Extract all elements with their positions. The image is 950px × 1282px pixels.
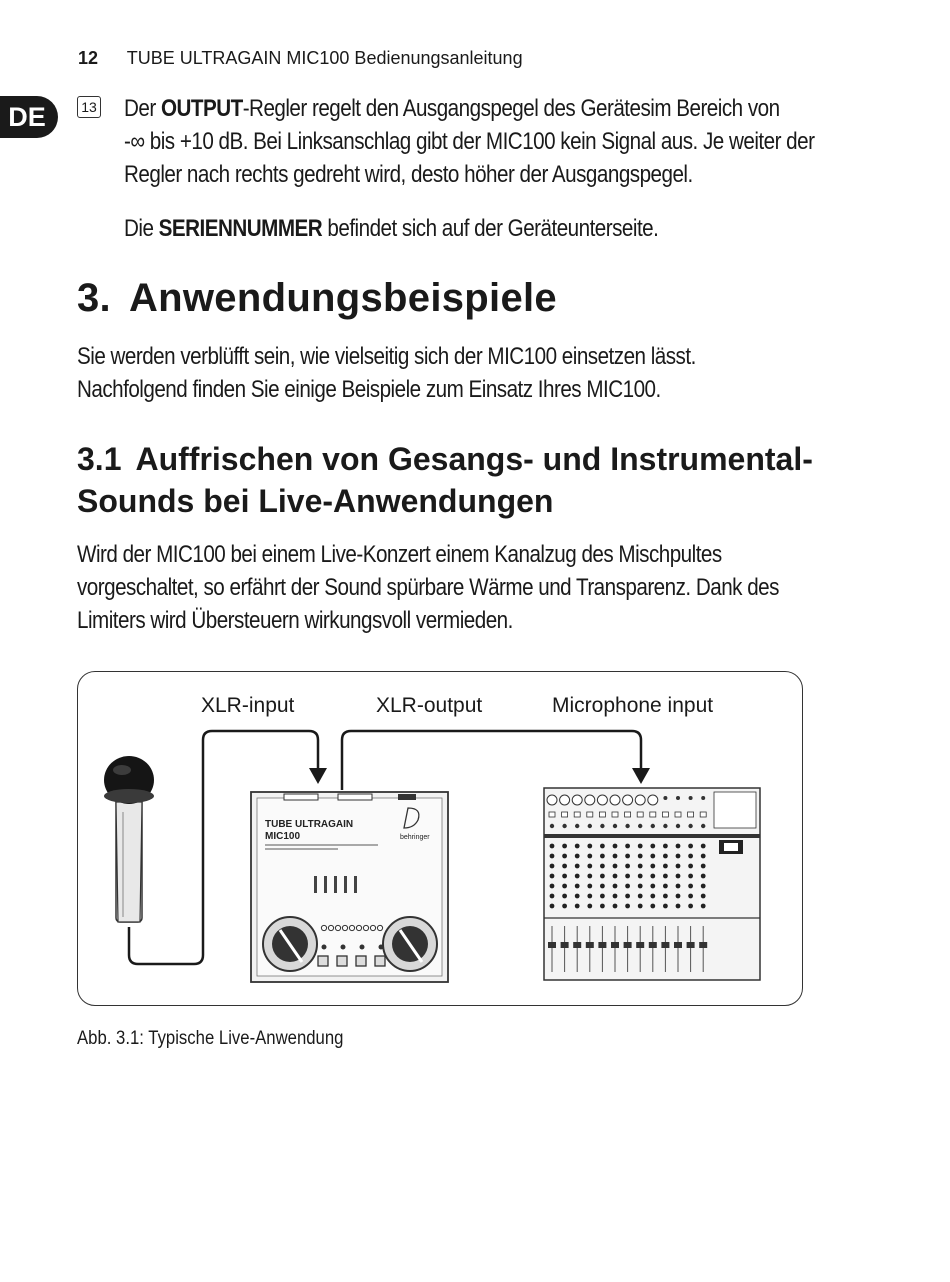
section-31-title-line-1	[77, 438, 813, 480]
knob	[701, 796, 705, 800]
knob	[550, 854, 555, 859]
serial-line	[124, 212, 898, 245]
device-name-line-1: TUBE ULTRAGAIN	[265, 819, 354, 830]
knob	[650, 884, 655, 889]
fader-cap	[649, 942, 657, 948]
knob	[663, 796, 667, 800]
knob	[650, 844, 655, 849]
knob	[689, 796, 693, 800]
knob	[550, 874, 555, 879]
input-jack	[623, 795, 633, 805]
knob	[650, 874, 655, 879]
knob	[701, 894, 706, 899]
knob	[587, 874, 592, 879]
section-31-paragraph	[77, 538, 937, 637]
knob	[688, 904, 693, 909]
fader-cap	[561, 942, 569, 948]
document-title: TUBE ULTRAGAIN MIC100 Bedienungsanleitung	[126, 48, 523, 68]
knob	[613, 904, 618, 909]
gain-knob	[263, 917, 317, 971]
knob	[575, 894, 580, 899]
knob	[613, 884, 618, 889]
knob	[688, 844, 693, 849]
switch	[700, 812, 706, 817]
knob	[550, 864, 555, 869]
knob	[575, 844, 580, 849]
switch	[662, 812, 668, 817]
knob	[650, 854, 655, 859]
knob	[587, 864, 592, 869]
fader-cap	[674, 942, 682, 948]
text-run: -Regler regelt den Ausgangspegel des Gerätesim Bereich von	[242, 95, 780, 122]
fader-cap	[699, 942, 707, 948]
xlr-input-label: XLR-input	[201, 694, 295, 717]
knob	[638, 894, 643, 899]
brand-name: behringer	[400, 834, 430, 841]
knob	[613, 864, 618, 869]
fader-cap	[548, 942, 556, 948]
microphone-input-label: Microphone input	[552, 694, 714, 717]
switch	[587, 812, 593, 817]
knob	[625, 824, 629, 828]
knob	[550, 904, 555, 909]
section-31-title-line-2: Sounds bei Live-Anwendungen	[77, 483, 554, 519]
input-jack	[648, 795, 658, 805]
knob	[562, 854, 567, 859]
fader-cap	[636, 942, 644, 948]
knob	[650, 904, 655, 909]
knob	[651, 824, 655, 828]
knob	[587, 904, 592, 909]
knob	[625, 894, 630, 899]
knob	[600, 904, 605, 909]
device-name-line-2: MIC100	[265, 831, 301, 842]
output-line-1	[124, 92, 898, 125]
knob	[587, 894, 592, 899]
switch	[625, 812, 631, 817]
switch	[688, 812, 694, 817]
knob	[676, 796, 680, 800]
knob	[600, 884, 605, 889]
knob	[663, 844, 668, 849]
section-31-heading	[77, 438, 813, 522]
section-3-intro	[77, 340, 851, 406]
switch	[637, 812, 643, 817]
knob	[600, 874, 605, 879]
knob	[663, 884, 668, 889]
page-number: 12	[78, 48, 99, 68]
knob	[562, 844, 567, 849]
knob	[688, 854, 693, 859]
input-jack	[610, 795, 620, 805]
knob	[562, 894, 567, 899]
section-number: 3.	[77, 276, 111, 320]
knob	[701, 854, 706, 859]
input-jack	[585, 795, 595, 805]
knob	[638, 874, 643, 879]
knob	[676, 894, 681, 899]
output-cable	[342, 731, 641, 790]
knob	[550, 884, 555, 889]
knob	[613, 824, 617, 828]
page-header	[78, 48, 523, 69]
knob	[625, 864, 630, 869]
paragraph-line-3: Limiters wird Übersteuern wirkungsvoll vermieden.	[77, 607, 513, 634]
xlr-output-label: XLR-output	[376, 694, 483, 717]
knob	[613, 894, 618, 899]
knob	[701, 864, 706, 869]
knob	[550, 824, 554, 828]
knob	[638, 864, 643, 869]
knob	[688, 864, 693, 869]
output-knob	[383, 917, 437, 971]
fader-cap	[661, 942, 669, 948]
knob	[676, 884, 681, 889]
knob	[600, 864, 605, 869]
knob	[650, 864, 655, 869]
input-jack	[547, 795, 557, 805]
item-number-badge: 13	[77, 96, 101, 118]
knob	[663, 864, 668, 869]
knob	[688, 894, 693, 899]
mixer-console	[544, 788, 760, 980]
knob	[663, 874, 668, 879]
switch	[612, 812, 618, 817]
switch	[650, 812, 656, 817]
intro-line-1: Sie werden verblüfft sein, wie vielseitig sich der MIC100 einsetzen lässt.	[77, 343, 696, 370]
knob	[625, 904, 630, 909]
fader-cap	[586, 942, 594, 948]
knob	[688, 874, 693, 879]
knob	[625, 884, 630, 889]
switch	[549, 812, 555, 817]
knob	[600, 894, 605, 899]
knob	[562, 864, 567, 869]
knob	[550, 894, 555, 899]
switch	[562, 812, 568, 817]
connection-diagram	[78, 672, 804, 1007]
knob	[638, 884, 643, 889]
knob	[588, 824, 592, 828]
knob	[613, 874, 618, 879]
knob	[575, 854, 580, 859]
knob	[562, 904, 567, 909]
input-jack	[572, 795, 582, 805]
knob	[663, 904, 668, 909]
output-line-3: Regler nach rechts gedreht wird, desto höher der Ausgangspegel.	[124, 161, 693, 188]
knob	[550, 844, 555, 849]
text-run: Die	[124, 215, 159, 242]
mic100-device	[251, 792, 448, 982]
switch	[599, 812, 605, 817]
arrow-icon	[632, 768, 650, 784]
text-run: befindet sich auf der Geräteunterseite.	[322, 215, 659, 242]
knob	[676, 874, 681, 879]
knob	[587, 844, 592, 849]
knob	[701, 874, 706, 879]
knob	[625, 874, 630, 879]
knob	[676, 854, 681, 859]
knob	[575, 874, 580, 879]
knob	[676, 864, 681, 869]
knob	[701, 824, 705, 828]
knob	[575, 824, 579, 828]
knob	[638, 904, 643, 909]
knob	[562, 874, 567, 879]
serial-paragraph	[124, 212, 898, 245]
fader-cap	[598, 942, 606, 948]
knob	[701, 844, 706, 849]
input-jack	[597, 795, 607, 805]
knob	[613, 844, 618, 849]
switch	[675, 812, 681, 817]
knob	[676, 904, 681, 909]
intro-line-2: Nachfolgend finden Sie einige Beispiele zum Einsatz Ihres MIC100.	[77, 376, 661, 403]
knob	[701, 884, 706, 889]
switch	[574, 812, 580, 817]
knob	[600, 844, 605, 849]
section-3-heading	[77, 276, 557, 321]
knob	[663, 824, 667, 828]
knob	[625, 854, 630, 859]
language-tab: DE	[0, 96, 58, 138]
knob	[575, 864, 580, 869]
live-application-figure	[77, 671, 803, 1006]
knob	[638, 824, 642, 828]
knob	[562, 824, 566, 828]
knob	[663, 894, 668, 899]
knob	[676, 824, 680, 828]
text-run: Der	[124, 95, 161, 122]
figure-caption: Abb. 3.1: Typische Live-Anwendung	[77, 1028, 344, 1049]
knob	[638, 854, 643, 859]
paragraph-line-2: vorgeschaltet, so erfährt der Sound spürbare Wärme und Transparenz. Dank des	[77, 574, 779, 601]
subsection-number: 3.1	[77, 441, 122, 477]
knob	[650, 894, 655, 899]
knob	[688, 884, 693, 889]
knob	[587, 884, 592, 889]
knob	[575, 884, 580, 889]
knob	[600, 854, 605, 859]
knob	[587, 854, 592, 859]
output-term: OUTPUT	[160, 95, 243, 122]
knob	[625, 844, 630, 849]
knob	[676, 844, 681, 849]
knob	[688, 824, 692, 828]
serial-term: SERIENNUMMER	[158, 215, 323, 242]
output-line-2: -∞ bis +10 dB. Bei Linksanschlag gibt der MIC100 kein Signal aus. Je weiter der	[124, 128, 815, 155]
knob	[600, 824, 604, 828]
input-jack	[560, 795, 570, 805]
microphone-icon	[104, 756, 154, 922]
knob	[663, 854, 668, 859]
knob	[701, 904, 706, 909]
knob	[613, 854, 618, 859]
knob	[638, 844, 643, 849]
section-title: Anwendungsbeispiele	[128, 276, 557, 320]
fader-cap	[611, 942, 619, 948]
knob	[562, 884, 567, 889]
input-jack	[635, 795, 645, 805]
fader-cap	[687, 942, 695, 948]
fader-cap	[624, 942, 632, 948]
output-paragraph	[124, 92, 898, 191]
arrow-icon	[309, 768, 327, 784]
paragraph-line-1: Wird der MIC100 bei einem Live-Konzert einem Kanalzug des Mischpultes	[77, 541, 722, 568]
fader-cap	[573, 942, 581, 948]
subsection-title: Auffrischen von Gesangs- und Instrumental-	[135, 441, 813, 477]
knob	[575, 904, 580, 909]
